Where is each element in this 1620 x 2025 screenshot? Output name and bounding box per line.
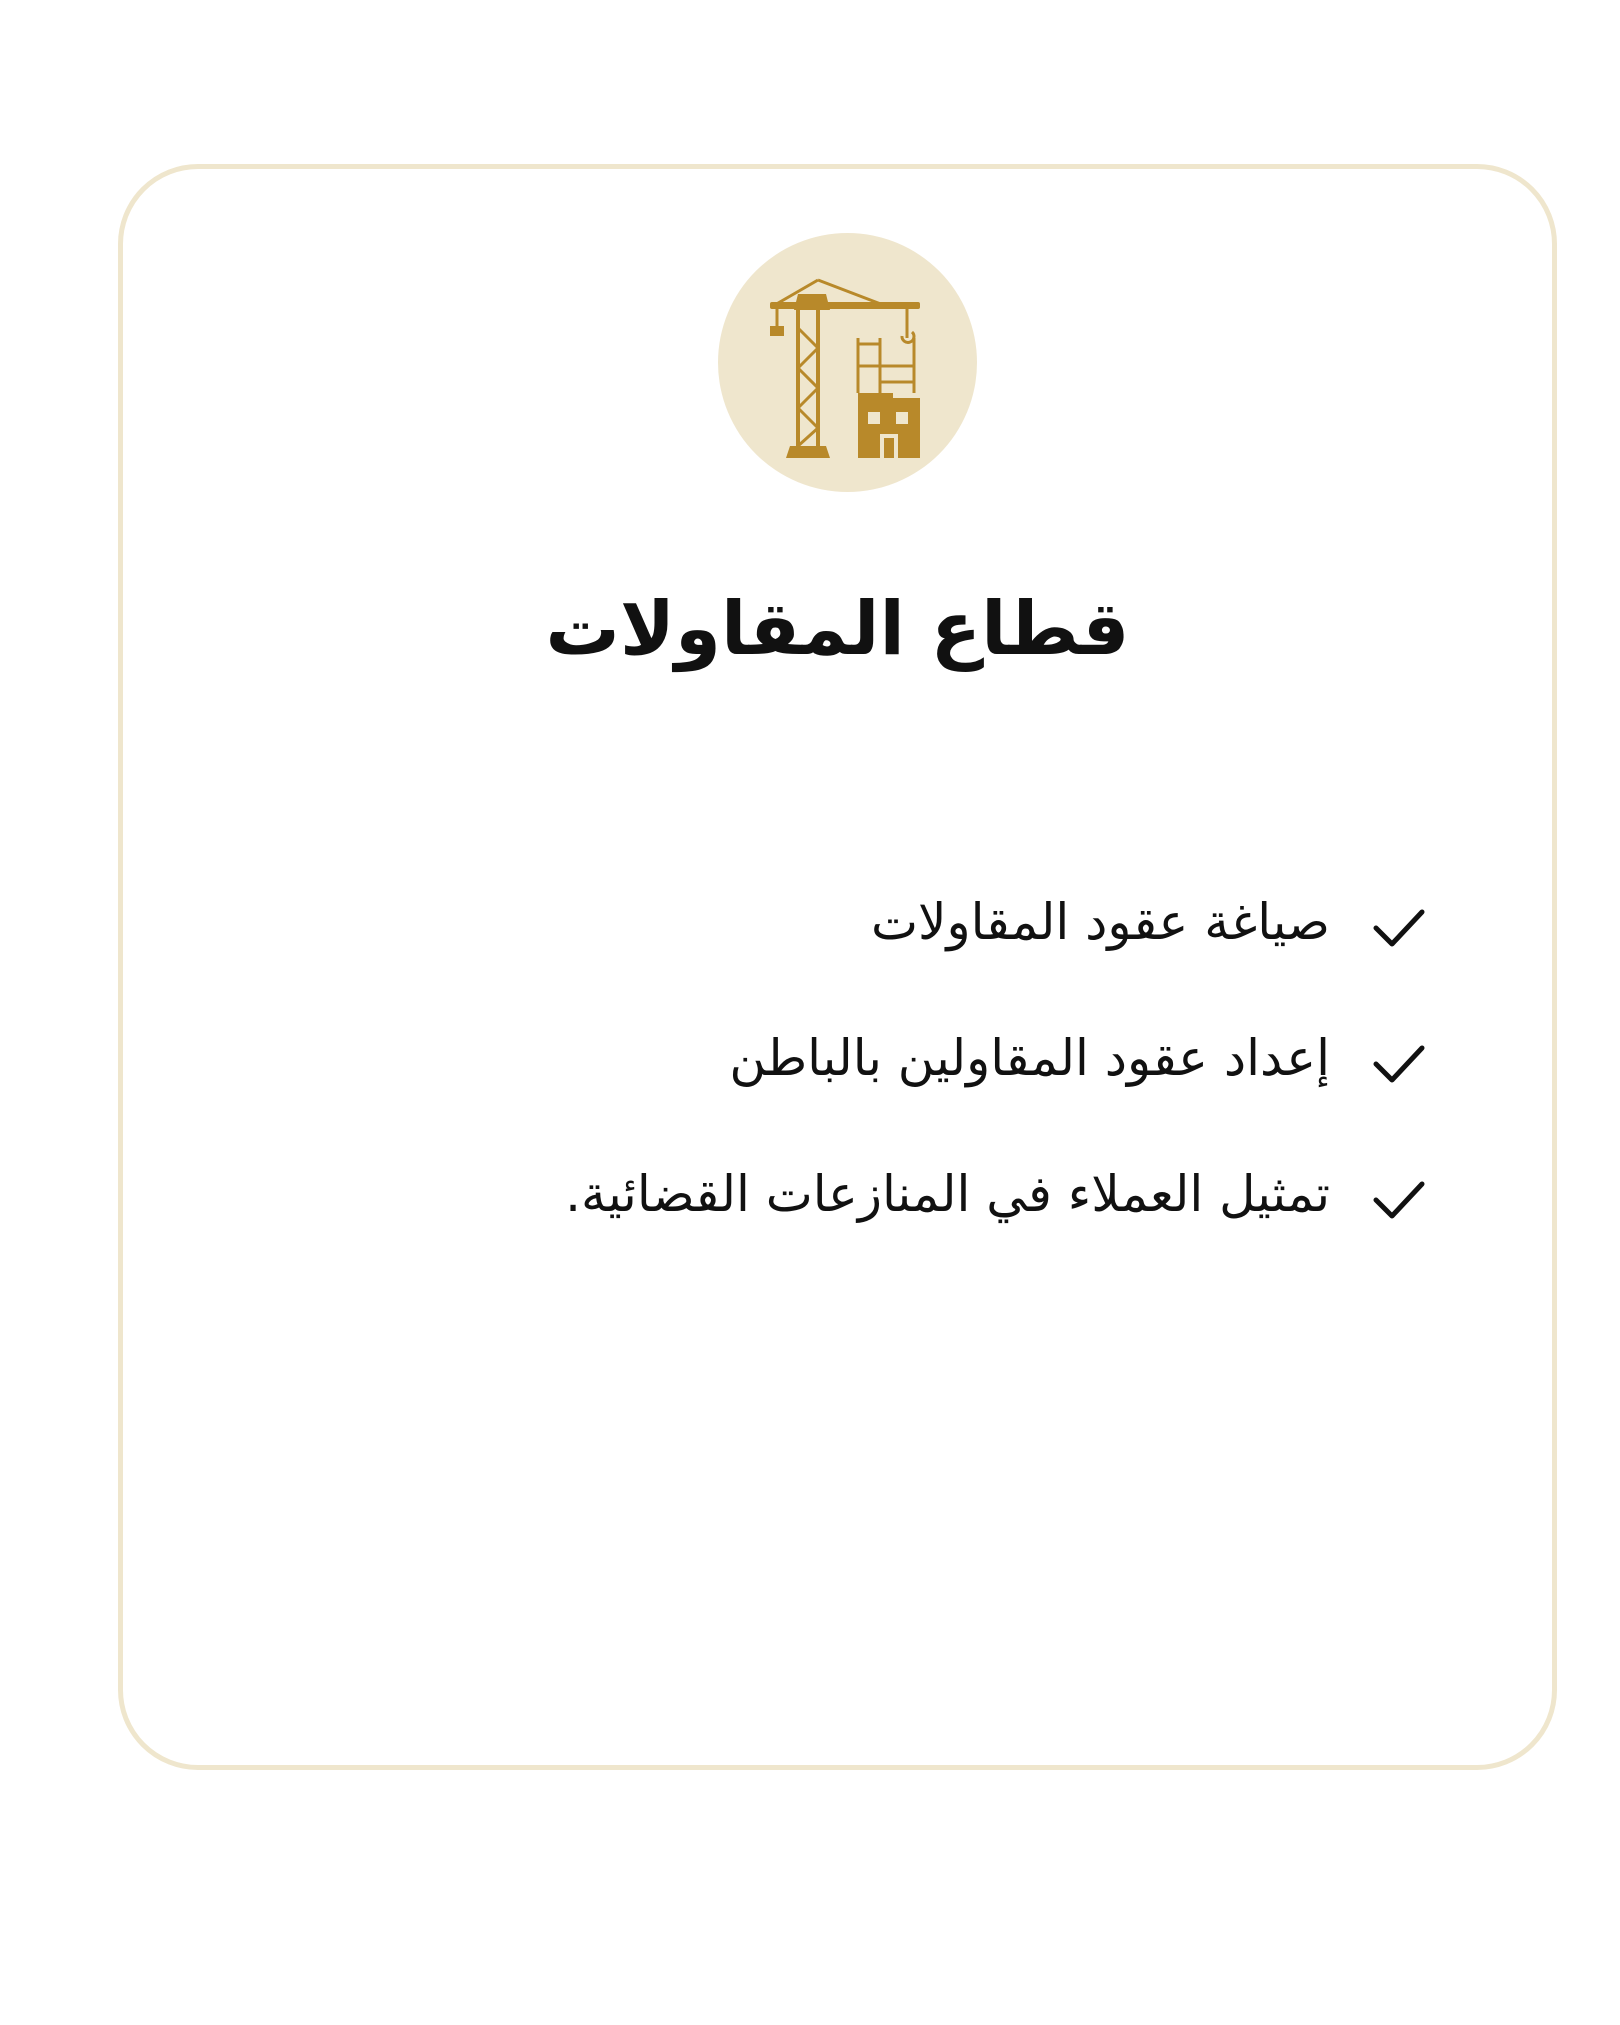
feature-text: صياغة عقود المقاولات [870,893,1330,951]
construction-crane-icon [768,268,928,458]
list-item [565,1126,1430,1262]
check-icon [1368,1034,1430,1096]
service-card [118,164,1557,1770]
check-icon [1368,1170,1430,1232]
icon-badge [718,233,977,492]
feature-list [565,854,1430,1262]
card-title: قطاع المقاولات [545,586,1130,672]
list-item [565,854,1430,990]
feature-text: إعداد عقود المقاولين بالباطن [729,1029,1330,1087]
feature-text: تمثيل العملاء في المنازعات القضائية. [565,1165,1330,1223]
check-icon [1368,898,1430,960]
list-item [565,990,1430,1126]
